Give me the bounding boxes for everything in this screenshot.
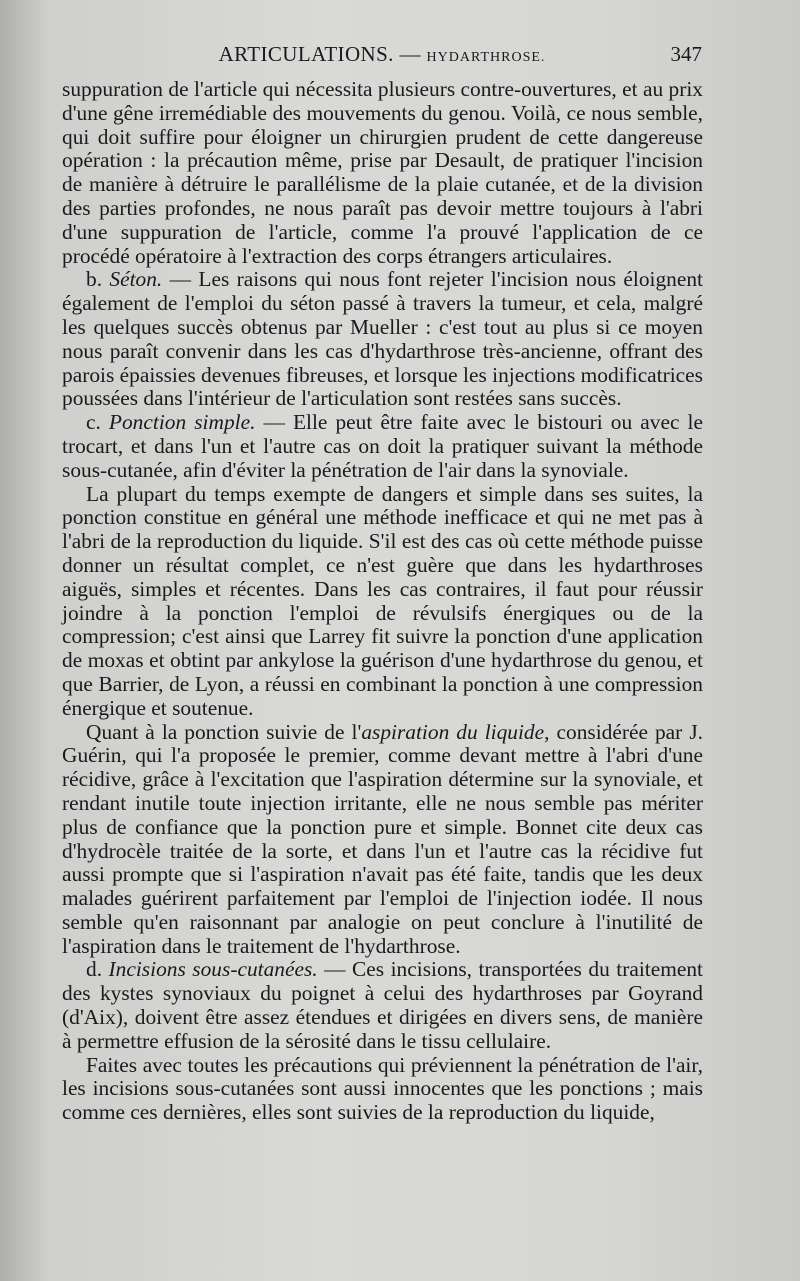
section-heading: Séton.	[109, 267, 163, 292]
paragraph-7: Faites avec toutes les précautions qui préviennent la pénétration de l'air, les incisions sous-cutanées sont aussi innocentes que les ponctions ; mais comme ces dernières, elles sont suivies de la reproduction du liquide,	[62, 1052, 703, 1125]
section-letter: b.	[86, 267, 103, 292]
paragraph-seton: b. Séton. — Les raisons qui nous font rejeter l'incision nous éloignent également de l'emploi du séton passé à travers la tumeur, et cela, malgré les quelques succès obtenus par Mueller : c'est tout au plus si ce moyen nous paraît convenir dans les cas d'hydarthrose très-ancienne, offrant des parois épaissies devenues fibreuses, et lorsque les injections modificatrices poussées dans l'intérieur de l'articulation sont restées sans succès.	[62, 267, 703, 411]
paragraph-1: suppuration de l'article qui nécessita plusieurs contre-ouvertures, et au prix d'une gêne irremédiable des mouvements du genou. Voilà, ce nous semble, qui doit suffire pour éloigner un chirurgien prudent de cette dangereuse opération : la précaution même, prise par Desault, de pratiquer l'incision de manière à détruire le parallélisme de la plaie cutanée, et de la division des parties profondes, ne nous paraît pas devoir mettre toujours à l'abri d'une suppuration de l'article, comme l'a prouvé l'application de ce procédé opératoire à l'extraction des corps étrangers articulaires.	[62, 77, 703, 268]
paragraph-aspiration: Quant à la ponction suivie de l'aspiration du liquide, considérée par J. Guérin, qui l'a proposée le premier, comme devant mettre à l'abri d'une récidive, grâce à l'excitation que l'aspiration détermine sur la synoviale, et rendant inutile toute injection irritante, elle ne nous semble pas mériter plus de confiance que la ponction pure et simple. Bonnet cite deux cas d'hydrocèle traitée de la sorte, et dans l'un et l'autre cas la récidive fut aussi prompte que si l'aspiration n'avait pas été faite, tandis que les deux malades guérirent parfaitement par l'emploi de l'injection iodée. Il nous semble qu'en raisonnant par analogie on peut conclure à l'inutilité de l'aspiration dans le traitement de l'hydarthrose.	[62, 719, 703, 958]
header-subtitle: HYDARTHROSE.	[426, 50, 546, 65]
italic-term: aspiration du liquide	[361, 719, 545, 744]
paragraph-4: La plupart du temps exempte de dangers et simple dans ses suites, la ponction constitue en général une méthode inefficace et qui ne met pas à l'abri de la reproduction du liquide. S'il est des cas où cette méthode puisse donner un résultat complet, ce n'est guère que dans les hydarthroses aiguës, simples et récentes. Dans les cas contraires, il faut pour réussir joindre à la ponction l'emploi de révulsifs énergiques ou de la compression; c'est ainsi que Larrey fit suivre la ponction d'une application de moxas et obtint par ankylose la guérison d'une hydarthrose du genou, et que Barrier, de Lyon, a réussi en combinant la ponction à une compression énergique et soutenue.	[62, 481, 703, 720]
section-heading: Incisions sous-cutanées.	[108, 957, 318, 982]
header-title: ARTICULATIONS.	[218, 42, 394, 66]
section-heading: Ponction simple.	[108, 410, 256, 435]
body-text	[62, 78, 703, 1125]
paragraph-incisions: d. Incisions sous-cutanées. — Ces incisions, transportées du traitement des kystes synoviaux du poignet à celui des hydarthroses par Goyrand (d'Aix), doivent être assez étendues et dirigées en divers sens, de manière à permettre effusion de la sérosité dans le tissu cellulaire.	[62, 957, 703, 1053]
running-header	[62, 42, 702, 74]
page-number: 347	[670, 42, 702, 66]
paragraph-ponction: c. Ponction simple. — Elle peut être faite avec le bistouri ou avec le trocart, et dans l'un et l'autre cas on doit la pratiquer suivant la méthode sous-cutanée, afin d'éviter la pénétration de l'air dans la synoviale.	[62, 410, 703, 482]
section-letter: c.	[86, 410, 101, 435]
running-title	[62, 42, 702, 67]
header-dash: —	[399, 42, 421, 66]
section-letter: d.	[86, 957, 103, 982]
